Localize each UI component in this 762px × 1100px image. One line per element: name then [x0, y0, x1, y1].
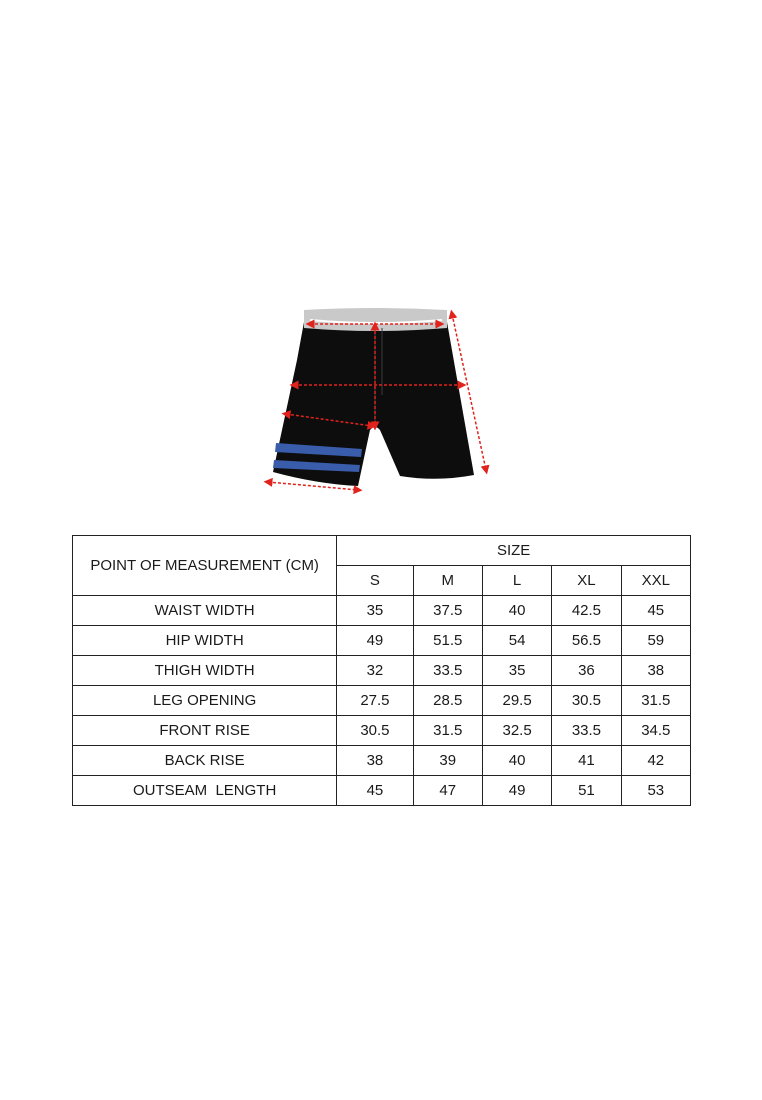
cell-value: 32 — [337, 656, 413, 686]
cell-value: 34.5 — [621, 716, 690, 746]
cell-value: 30.5 — [552, 686, 621, 716]
cell-value: 45 — [621, 596, 690, 626]
cell-value: 27.5 — [337, 686, 413, 716]
table-row — [73, 716, 691, 746]
cell-value: 42 — [621, 746, 690, 776]
cell-value: 29.5 — [482, 686, 551, 716]
cell-value: 28.5 — [413, 686, 482, 716]
table-row — [73, 656, 691, 686]
cell-value: 40 — [482, 596, 551, 626]
cell-value: 51.5 — [413, 626, 482, 656]
cell-value: 51 — [552, 776, 621, 806]
cell-value: 38 — [621, 656, 690, 686]
cell-value: 30.5 — [337, 716, 413, 746]
row-label: THIGH WIDTH — [73, 656, 337, 686]
row-label: OUTSEAM LENGTH — [73, 776, 337, 806]
row-label: WAIST WIDTH — [73, 596, 337, 626]
cell-value: 49 — [482, 776, 551, 806]
cell-value: 31.5 — [413, 716, 482, 746]
cell-value: 54 — [482, 626, 551, 656]
row-label: HIP WIDTH — [73, 626, 337, 656]
size-group-header: SIZE — [337, 536, 691, 566]
cell-value: 40 — [482, 746, 551, 776]
cell-value: 42.5 — [552, 596, 621, 626]
row-label: LEG OPENING — [73, 686, 337, 716]
table-row — [73, 686, 691, 716]
size-header-xxl: XXL — [621, 566, 690, 596]
cell-value: 39 — [413, 746, 482, 776]
cell-value: 35 — [482, 656, 551, 686]
cell-value: 53 — [621, 776, 690, 806]
cell-value: 33.5 — [413, 656, 482, 686]
size-chart-table — [72, 535, 691, 806]
cell-value: 37.5 — [413, 596, 482, 626]
size-header-xl: XL — [552, 566, 621, 596]
cell-value: 33.5 — [552, 716, 621, 746]
row-label: BACK RISE — [73, 746, 337, 776]
cell-value: 45 — [337, 776, 413, 806]
cell-value: 36 — [552, 656, 621, 686]
table-row — [73, 776, 691, 806]
table-row — [73, 596, 691, 626]
cell-value: 47 — [413, 776, 482, 806]
cell-value: 38 — [337, 746, 413, 776]
size-header-l: L — [482, 566, 551, 596]
size-header-m: M — [413, 566, 482, 596]
measurement-header: POINT OF MEASUREMENT (CM) — [73, 536, 337, 596]
cell-value: 59 — [621, 626, 690, 656]
cell-value: 41 — [552, 746, 621, 776]
shorts-body — [273, 322, 474, 486]
size-header-s: S — [337, 566, 413, 596]
row-label: FRONT RISE — [73, 716, 337, 746]
table-row — [73, 626, 691, 656]
shorts-measurement-diagram — [262, 300, 502, 500]
cell-value: 56.5 — [552, 626, 621, 656]
cell-value: 31.5 — [621, 686, 690, 716]
cell-value: 49 — [337, 626, 413, 656]
cell-value: 32.5 — [482, 716, 551, 746]
cell-value: 35 — [337, 596, 413, 626]
table-row — [73, 746, 691, 776]
